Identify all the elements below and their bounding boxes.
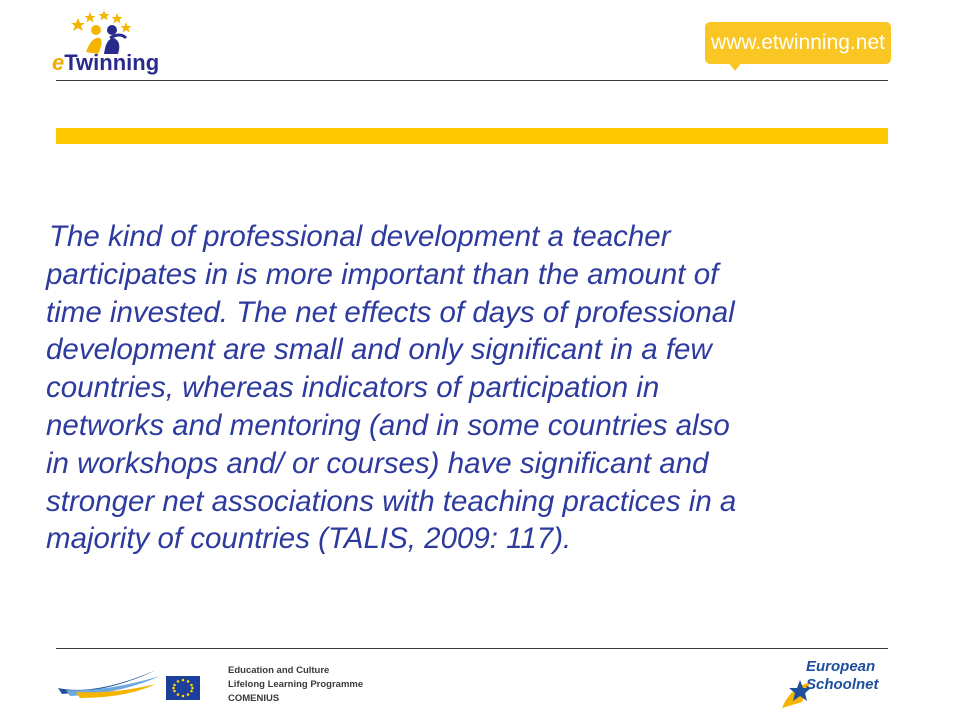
header-divider [56,80,888,81]
schoolnet-line-1: European [806,658,876,675]
quote-line: The kind of professional development a teacher [49,220,671,253]
lifelong-learning-logo [56,666,162,702]
swoosh-icon [56,666,162,702]
quote-line: stronger net associations with teaching practices in a [46,484,737,518]
quote-text [46,218,926,558]
schoolnet-line-2: Schoolnet [806,676,879,693]
programme-text [228,664,363,706]
quote-line: development are small and only significant in a few [46,333,712,367]
quote-line: in workshops and/ or courses) have significant and [46,446,709,480]
wordmark-rest: Twinning [64,50,160,75]
programme-line-2: Lifelong Learning Programme [228,679,364,690]
eu-flag-icon [166,676,200,700]
footer-divider [56,648,888,649]
quote-line: networks and mentoring (and in some countries also [46,408,730,442]
website-url[interactable]: www.etwinning.net [711,31,885,54]
quote-line: time invested. The net effects of days of professional [46,295,735,329]
etwinning-wordmark [52,50,159,76]
programme-line-3: COMENIUS [228,693,280,704]
schoolnet-wordmark [806,658,879,694]
accent-bar [56,128,888,144]
programme-line-1: Education and Culture [228,665,330,676]
quote-line: majority of countries (TALIS, 2009: 117). [46,522,572,556]
quote-line: participates in is more important than the amount of [46,257,719,291]
quote-line: countries, whereas indicators of participation in [46,371,660,405]
wordmark-e: e [52,50,65,75]
